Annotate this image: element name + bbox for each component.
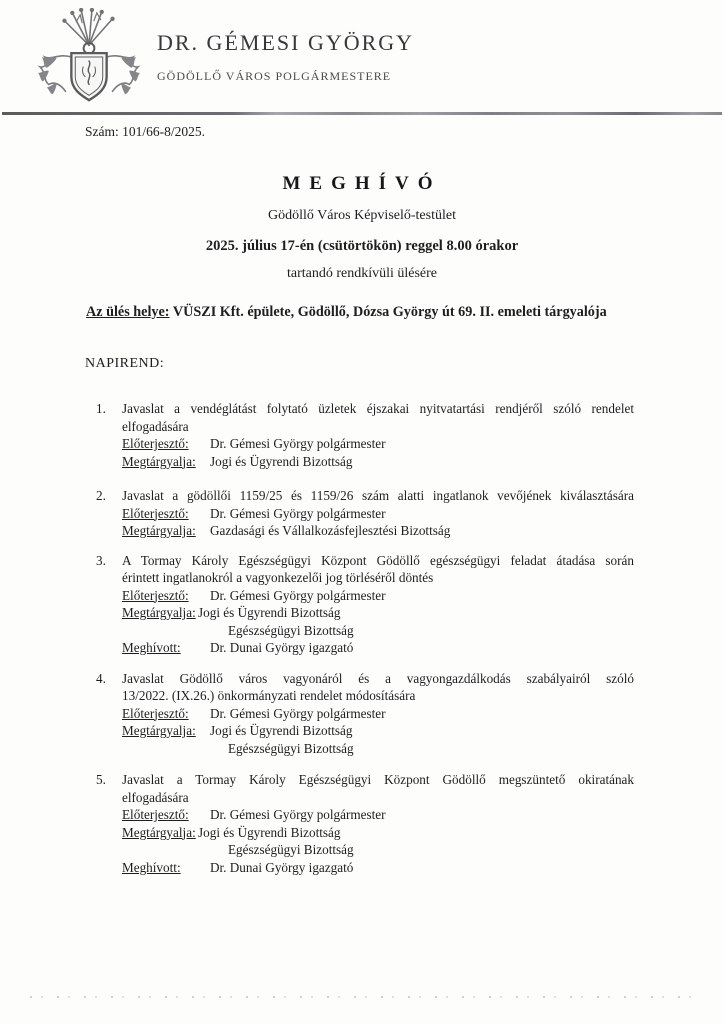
row-value: Dr. Dunai György igazgató: [210, 640, 354, 655]
agenda-item-row: [122, 522, 634, 540]
agenda-item-row-continuation: [122, 622, 634, 640]
agenda-item-row: [122, 604, 634, 622]
invitation-body-line: tartandó rendkívüli ülésére: [286, 266, 438, 281]
agenda-item-row: [122, 639, 634, 657]
agenda-item-number: 2.: [96, 488, 106, 503]
row-label: Előterjesztő:: [122, 807, 189, 822]
agenda-item-number: 4.: [96, 670, 106, 686]
row-label: Megtárgyalja:: [122, 605, 196, 620]
agenda-item-title-line: Javaslat a Tormay Károly Egészségügyi Központ Gödöllő megszüntető okiratának: [122, 772, 634, 787]
letterhead-office-title: GÖDÖLLŐ VÁROS POLGÁRMESTERE: [157, 69, 392, 83]
row-value: Jogi és Ügyrendi Bizottság: [198, 824, 341, 840]
letterhead-name: DR. GÉMESI GYÖRGY: [157, 30, 415, 55]
row-value: Dr. Gémesi György polgármester: [210, 587, 386, 603]
agenda-item-number: 1.: [96, 401, 106, 416]
letterhead-text: [157, 8, 414, 84]
row-label: Előterjesztő:: [122, 505, 189, 521]
agenda-item-5: [96, 771, 634, 876]
agenda-item-row: [122, 705, 634, 723]
agenda-item-row: [122, 806, 634, 824]
agenda-item-title-line: Javaslat a gödöllői 1159/25 és 1159/26 szám alatti ingatlanok vevőjének kiválasztására: [122, 488, 634, 503]
meeting-datetime: 2025. július 17-én (csütörtökön) reggel 8.00 órakor: [205, 238, 519, 254]
row-label: Megtárgyalja:: [122, 723, 196, 738]
row-label: Meghívott:: [122, 640, 181, 655]
agenda-item-row: [122, 505, 634, 523]
row-label: Megtárgyalja:: [122, 523, 196, 538]
reference-number: Szám: 101/66-8/2025.: [85, 124, 205, 139]
agenda-item-body: [122, 400, 634, 470]
row-value: Dr. Gémesi György polgármester: [210, 436, 386, 451]
agenda-item-body: [122, 670, 634, 758]
row-label: Előterjesztő:: [122, 587, 189, 603]
row-value: Gazdasági és Vállalkozásfejlesztési Bizottság: [210, 523, 451, 538]
agenda-item-title-line: Javaslat Gödöllő város vagyonáról és a vagyongazdálkodás szabályairól szóló: [122, 670, 634, 686]
agenda-item-number: 5.: [96, 772, 106, 787]
scan-artifact-line: [30, 996, 698, 998]
agenda-item-title-line: elfogadására: [122, 418, 189, 434]
row-value: Egészségügyi Bizottság: [228, 842, 354, 857]
agenda-item-row-continuation: [122, 841, 634, 859]
agenda-item-row: [122, 859, 634, 877]
meeting-location-label: Az ülés helye:: [86, 304, 170, 320]
row-value: Jogi és Ügyrendi Bizottság: [198, 605, 341, 620]
row-label: Előterjesztő:: [122, 705, 189, 721]
row-label: Meghívott:: [122, 859, 181, 875]
row-label: Megtárgyalja:: [122, 824, 196, 840]
agenda-item-row-continuation: [122, 740, 634, 758]
agenda-list: [96, 400, 724, 876]
agenda-item-body: [122, 552, 634, 657]
row-value: Dr. Gémesi György polgármester: [210, 705, 386, 721]
invitation-body-line: Gödöllő Város Képviselő-testület: [268, 208, 456, 223]
row-value: Jogi és Ügyrendi Bizottság: [210, 723, 353, 738]
agenda-item-4: [96, 670, 634, 758]
letterhead-divider: [2, 112, 722, 115]
document-title: MEGHÍVÓ: [282, 173, 442, 194]
row-value: Egészségügyi Bizottság: [228, 622, 354, 638]
agenda-item-1: [96, 400, 634, 470]
row-value: Egészségügyi Bizottság: [228, 740, 354, 756]
agenda-item-title-line: érintett ingatlanokról a vagyonkezelői jog törléséről döntés: [122, 570, 434, 585]
agenda-item-body: [122, 771, 634, 876]
row-value: Dr. Gémesi György polgármester: [210, 505, 386, 521]
agenda-item-title-line: Javaslat a vendéglátást folytató üzletek éjszakai nyitvatartási rendjéről szóló rendelet: [122, 401, 634, 416]
row-label: Megtárgyalja:: [122, 453, 196, 469]
row-value: Dr. Dunai György igazgató: [210, 859, 354, 875]
meeting-location: [86, 303, 714, 322]
row-value: Dr. Gémesi György polgármester: [210, 807, 386, 822]
agenda-item-row: [122, 453, 634, 471]
row-label: Előterjesztő:: [122, 436, 189, 451]
agenda-item-title-line: 13/2022. (IX.26.) önkormányzati rendelet módosítására: [122, 688, 416, 703]
agenda-item-number: 3.: [96, 552, 106, 568]
letterhead: [0, 0, 724, 110]
agenda-item-row: [122, 824, 634, 842]
agenda-item-row: [122, 722, 634, 740]
agenda-item-body: [122, 487, 634, 540]
agenda-item-title-line: elfogadására: [122, 789, 189, 805]
agenda-heading: NAPIREND:: [85, 356, 165, 371]
agenda-item-row: [122, 435, 634, 453]
meeting-location-text: VÜSZI Kft. épülete, Gödöllő, Dózsa György út 69. II. emeleti tárgyalója: [172, 304, 607, 320]
coat-of-arms-icon: [33, 8, 145, 110]
agenda-item-row: [122, 587, 634, 605]
row-value: Jogi és Ügyrendi Bizottság: [210, 453, 353, 469]
agenda-item-title-line: A Tormay Károly Egészségügyi Központ Gödöllő egészségügyi feladat átadása során: [122, 552, 634, 568]
agenda-item-2: [96, 487, 634, 540]
agenda-item-3: [96, 552, 634, 657]
